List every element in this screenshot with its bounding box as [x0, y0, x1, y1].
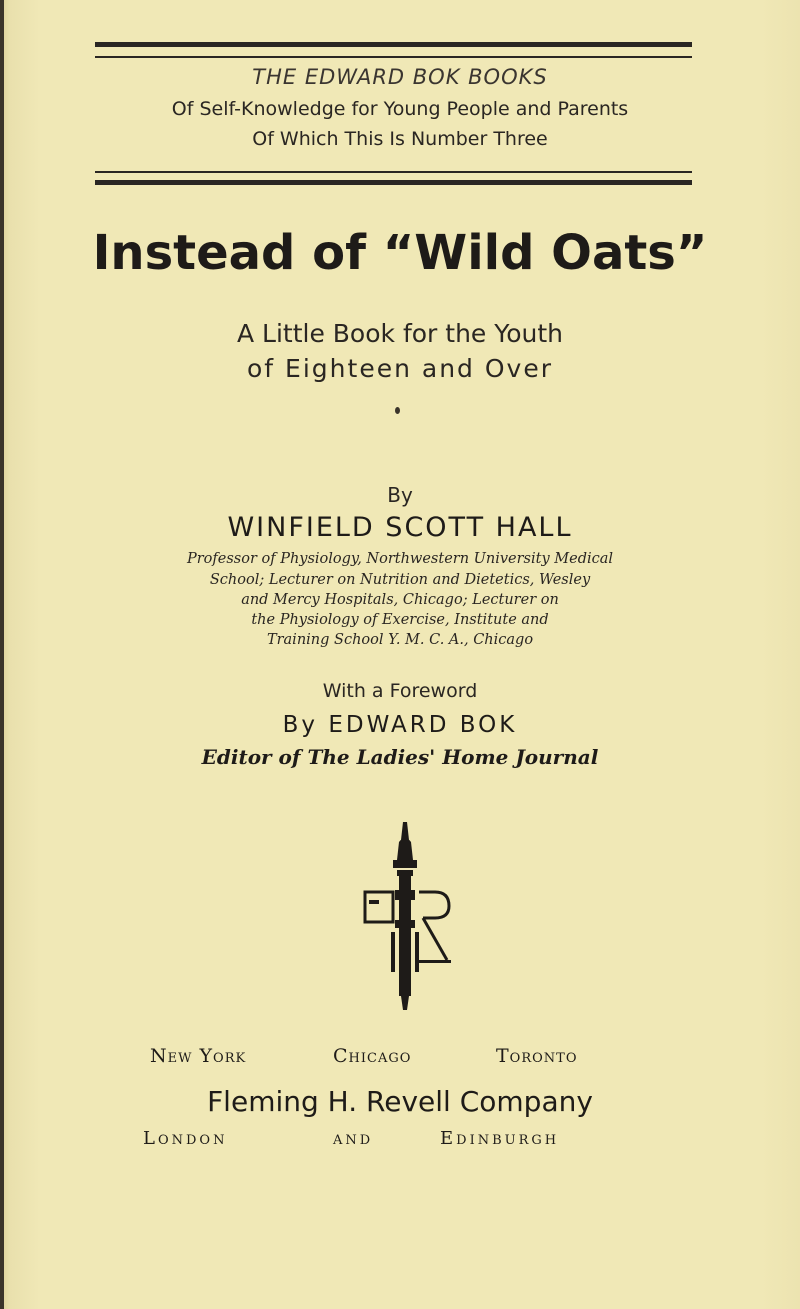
- author-name: WINFIELD SCOTT HALL: [227, 512, 573, 543]
- top-rule-thick: [95, 42, 692, 47]
- foreword-intro: With a Foreword: [322, 680, 478, 702]
- publisher-offices: [0, 1128, 800, 1158]
- mid-rule-thick: [95, 180, 692, 185]
- publisher-cities: [0, 1045, 800, 1075]
- author-credential-line: the Physiology of Exercise, Institute and: [251, 612, 549, 628]
- office-edinburgh: Edinburgh: [440, 1128, 560, 1149]
- foreword-author: By EDWARD BOK: [282, 712, 518, 738]
- office-london: London: [143, 1128, 228, 1149]
- mid-rule-thin: [95, 171, 692, 173]
- author-credential-line: and Mercy Hospitals, Chicago; Lecturer on: [241, 592, 559, 608]
- book-tagline-2: of Eighteen and Over: [247, 354, 553, 383]
- series-title: THE EDWARD BOK BOOKS: [252, 65, 548, 89]
- publisher-monogram-icon: [355, 820, 455, 1010]
- office-conjunction: and: [333, 1128, 374, 1149]
- book-tagline-1: A Little Book for the Youth: [236, 319, 563, 348]
- city-new-york: New York: [150, 1045, 247, 1067]
- foreword-author-title: Editor of The Ladies' Home Journal: [201, 745, 599, 769]
- author-credential-line: Professor of Physiology, Northwestern University Medical: [186, 551, 614, 567]
- book-title: Instead of “Wild Oats”: [92, 225, 708, 281]
- ornament-dot-icon: [395, 407, 400, 414]
- by-label: By: [387, 483, 413, 507]
- publisher-name: Fleming H. Revell Company: [207, 1085, 593, 1118]
- series-subtitle-1: Of Self-Knowledge for Young People and Parents: [171, 98, 629, 120]
- author-credential-line: School; Lecturer on Nutrition and Dietetics, Wesley: [209, 572, 591, 588]
- series-subtitle-2: Of Which This Is Number Three: [252, 128, 548, 150]
- top-rule-thin: [95, 56, 692, 58]
- city-toronto: Toronto: [496, 1045, 578, 1067]
- city-chicago: Chicago: [333, 1045, 412, 1067]
- author-credential-line: Training School Y. M. C. A., Chicago: [266, 632, 534, 648]
